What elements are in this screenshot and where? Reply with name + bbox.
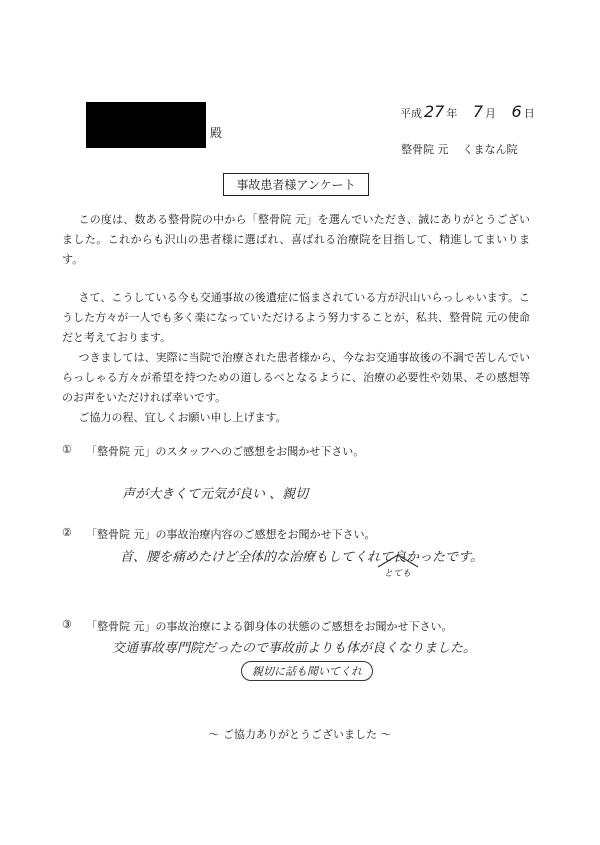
- question-3-number: ③: [62, 618, 72, 631]
- answer-2-handwritten: 首、腰を痛めたけど全体的な治療もしてくれて良かったです。: [120, 550, 483, 565]
- question-1-text: 「整骨院 元」のスタッフへのご感想をお聞かせ下さい。: [86, 445, 365, 458]
- question-3-text: 「整骨院 元」の事故治療による御身体の状態のご感想をお聞かせ下さい。: [86, 620, 453, 633]
- date-era: 平成: [400, 107, 422, 120]
- recipient-suffix: 殿: [210, 126, 223, 140]
- answer-1-handwritten: 声が大きくて元気が良い 、親切: [122, 487, 309, 502]
- answer-2-inserted-note: とても: [384, 569, 412, 579]
- question-2: [62, 526, 376, 542]
- question-2-text: 「整骨院 元」の事故治療内容のご感想をお聞かせ下さい。: [86, 528, 376, 541]
- date-day-unit: 日: [523, 107, 535, 120]
- date-month-unit: 月: [485, 107, 497, 120]
- document-title: 事故患者様アンケート: [223, 173, 369, 196]
- answer-3-handwritten: 交通事故専門院だったので事故前よりも体が良くなりました。: [112, 641, 477, 656]
- closing-message: ～ ご協力ありがとうございました ～: [208, 728, 392, 741]
- paragraph-request: つきましては、実際に当院で治療された患者様から、今なお交通事故後の不調で苦しんでいらっしゃる方々が希望を持つための道しるべとなるように、治療の必要性や効果、その感想等のお声をいただければ幸いです。: [62, 351, 530, 404]
- clinic-signature: [401, 141, 518, 157]
- date-line: [400, 102, 535, 121]
- question-3: [62, 618, 453, 634]
- answer-3-inserted-note: 親切に話も聞いてくれ: [241, 661, 373, 681]
- date-year: 27: [424, 102, 445, 121]
- question-2-number: ②: [62, 526, 72, 539]
- question-1: [62, 443, 365, 459]
- date-year-unit: 年: [446, 107, 458, 120]
- date-month: 7: [472, 102, 484, 121]
- paragraph-purpose: さて、こうしている今も交通事故の後遺症に悩まされている方が沢山いらっしゃいます。こうした方々が一人でも多く楽になっていただけるよう努力することが、私共、整骨院 元の使命だと考えております。: [62, 291, 530, 344]
- clinic-name: 整骨院 元: [401, 143, 449, 156]
- paragraph-intro: この度は、数ある整骨院の中から「整骨院 元」を選んでいただき、誠にありがとうございました。これからも沢山の患者様に選ばれ、喜ばれる治療院を目指して、精進してまいります。: [62, 213, 530, 266]
- question-1-number: ①: [62, 443, 72, 456]
- redacted-recipient-name: [86, 102, 206, 148]
- clinic-location: くまなん院: [462, 143, 518, 156]
- date-day: 6: [511, 102, 522, 121]
- paragraph-thanks: ご協力の程、宜しくお願い申し上げます。: [78, 411, 287, 424]
